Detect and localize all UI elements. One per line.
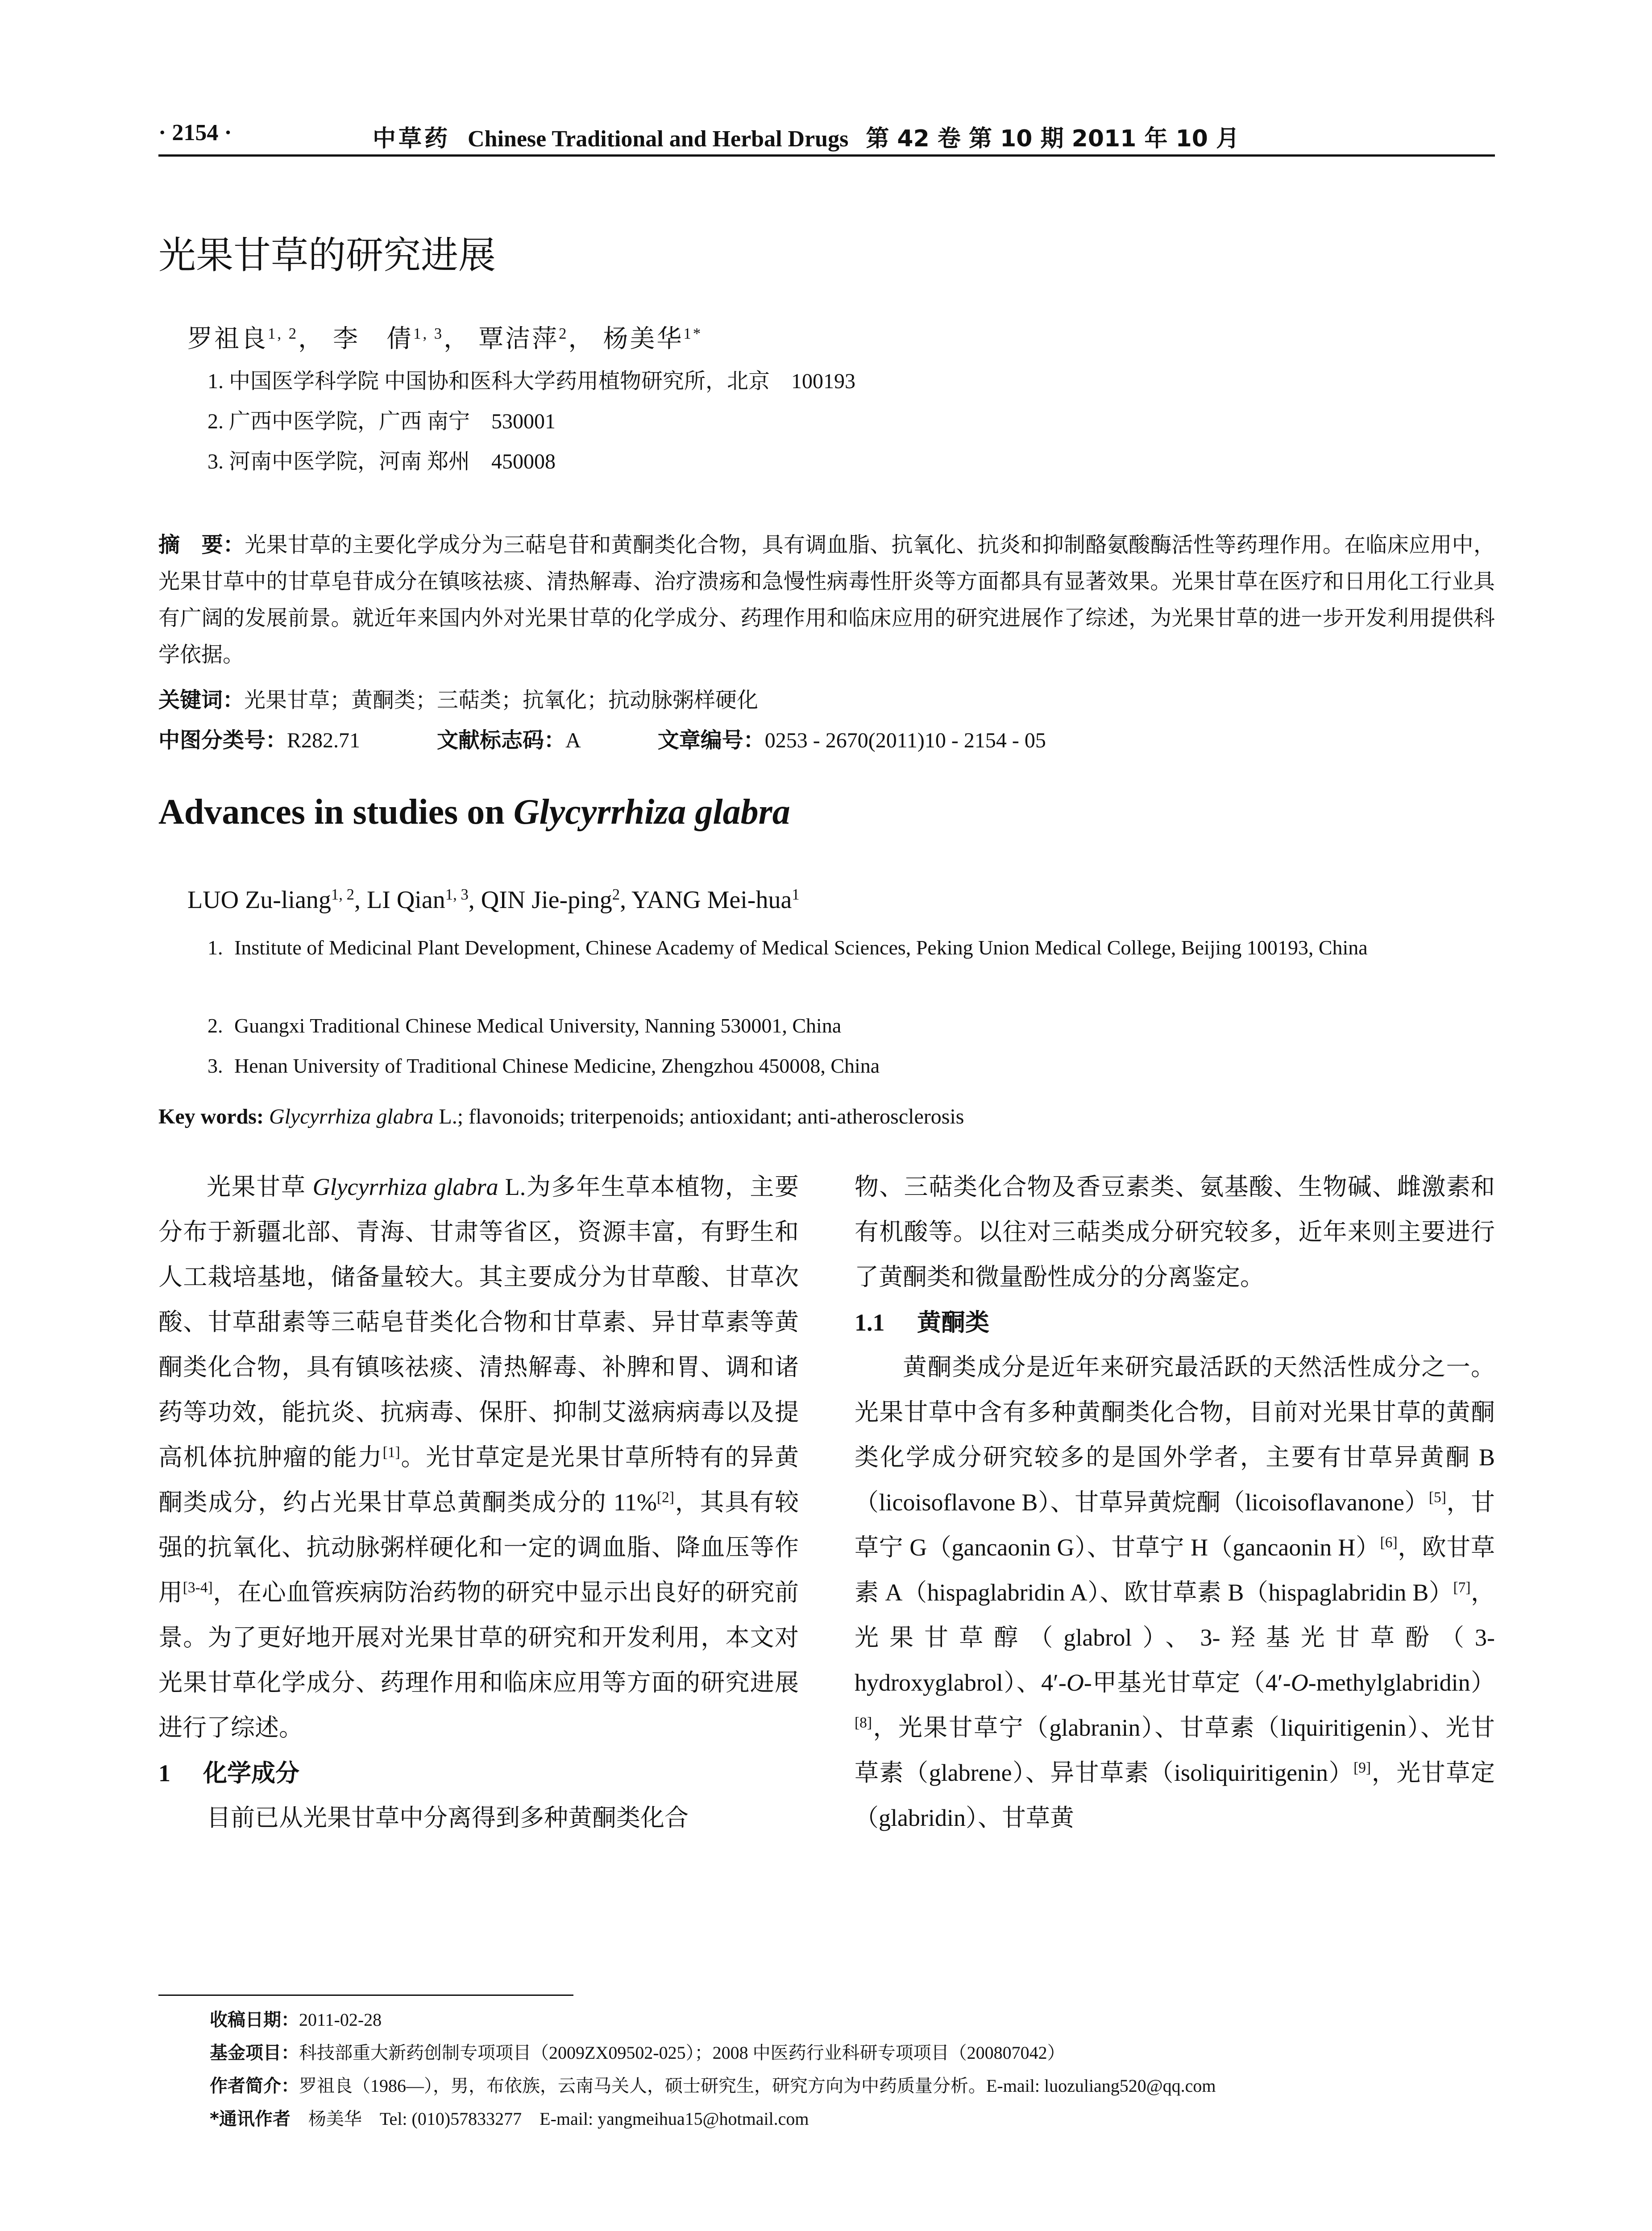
author-name: 覃洁萍: [478, 325, 559, 353]
affiliation-cn-2: 2. 广西中医学院，广西 南宁 530001: [208, 410, 556, 433]
affiliation-text: Institute of Medicinal Plant Development, Chinese Academy of Medical Sciences, Peking Union Medical College, Beijing 100193, China: [234, 936, 1368, 959]
author-name: 李 倩: [333, 325, 414, 353]
footnote-label: 基金项目：: [210, 2043, 299, 2063]
citation: [2]: [656, 1489, 674, 1506]
journal-issue: 第 42 卷 第 10 期 2011 年 10 月: [866, 125, 1240, 152]
body-column-right: [855, 1165, 1495, 1841]
journal-name-en: Chinese Traditional and Herbal Drugs: [468, 126, 849, 152]
text-run: ，光果甘草醇（glabrol）、3-羟基光甘草酚（3-hydroxyglabrol）、4′-: [855, 1579, 1495, 1696]
keywords-en-text: L.; flavonoids; triterpenoids; antioxidant; anti-atherosclerosis: [433, 1105, 964, 1128]
author-affiliation-marker: 2: [559, 324, 569, 342]
affiliation-cn-1: 1. 中国医学科学院 中国协和医科大学药用植物研究所，北京 100193: [208, 369, 856, 393]
text-run: 光果甘草: [207, 1174, 313, 1200]
author-name: 杨美华: [603, 325, 684, 353]
article-id-value: 0253 - 2670(2011)10 - 2154 - 05: [764, 729, 1046, 752]
affiliation-cn-3: 3. 河南中医学院，河南 郑州 450008: [208, 450, 556, 473]
citation: [6]: [1380, 1534, 1398, 1551]
text-run: -methylglabridin）: [1308, 1669, 1495, 1696]
text-run: ，欧甘草素 A（hispaglabridin A）、欧甘草素 B（hispaglabridin B）: [855, 1534, 1495, 1606]
text-run: ，在心血管疾病防治药物的研究中显示出良好的研究前景。为了更好地开展对光果甘草的研究和开发利用，本文对光果甘草化学成分、药理作用和临床应用等方面的研究进展进行了综述。: [158, 1579, 799, 1741]
footnote-label: *通讯作者: [210, 2109, 291, 2129]
citation: [9]: [1353, 1759, 1371, 1776]
text-run: 。光甘草定是光果甘草所特有的异黄酮类成分，约占光果甘草总黄酮类成分的 11%: [158, 1444, 799, 1516]
author-name: LUO Zu-liang: [187, 886, 331, 914]
author-affiliation-marker: 1*: [683, 324, 703, 342]
footnote-text: 罗祖良（1986—），男，布依族，云南马关人，硕士研究生，研究方向为中药质量分析。E-mail: luozuliang520@qq.com: [299, 2076, 1216, 2096]
abstract-label: 摘 要：: [158, 532, 245, 557]
footnote-corresponding: [210, 2102, 1495, 2136]
affiliation-text: Guangxi Traditional Chinese Medical University, Nanning 530001, China: [234, 1014, 842, 1037]
title-species: Glycyrrhiza glabra: [513, 792, 790, 832]
section-number: 1.1: [855, 1309, 885, 1336]
running-header: [158, 120, 1495, 155]
author-list-cn: 罗祖良$^{1, 2}$， 李 倩$^{1, 3}$， 覃洁萍$^2$， 杨美华$^{1*}$: [187, 324, 703, 353]
footnote-text: 杨美华 Tel: (010)57833277 E-mail: yangmeihua15@hotmail.com: [308, 2109, 809, 2129]
article-id-label: 文章编号：: [657, 728, 765, 753]
text-run: ，其具有较强的抗氧化、抗动脉粥样硬化和一定的调血脂、降血压等作用: [158, 1489, 799, 1606]
text-run: ，光果甘草宁（glabranin）、甘草素（liquiritigenin）、光甘草素（glabrene）、异甘草素（isoliquiritigenin）: [855, 1714, 1495, 1786]
page-number: · 2154 ·: [158, 120, 232, 145]
footnote-rule: [158, 1995, 573, 1996]
author-name: QIN Jie-ping: [481, 886, 612, 914]
footnote-text: 2011-02-28: [299, 2010, 382, 2030]
affiliation-en-2: [208, 1006, 1495, 1045]
affiliation-en-1: [208, 928, 1495, 967]
author-affiliation-marker: 1, 2: [331, 885, 354, 903]
keywords-en: [158, 1104, 964, 1129]
doc-code-value: A: [565, 729, 581, 752]
author-name: YANG Mei-hua: [631, 886, 792, 914]
footnotes: [210, 2003, 1495, 2136]
footnote-author: [210, 2069, 1495, 2102]
article-title-en: [158, 792, 790, 833]
keywords-cn: [158, 683, 758, 713]
section-number: 1: [158, 1760, 170, 1787]
citation: [8]: [855, 1714, 872, 1731]
body-column-left: [158, 1165, 799, 1841]
article-title-cn: 光果甘草的研究进展: [158, 233, 496, 277]
header-rule: [158, 154, 1495, 157]
text-run: ，甘草宁 G（gancaonin G）、甘草宁 H（gancaonin H）: [855, 1489, 1495, 1561]
author-list-en: LUO Zu-liang$^{1, 2}$, LI Qian$^{1, 3}$, QIN Jie-ping$^2$, YANG Mei-hua$^1$: [187, 885, 800, 914]
keywords-text: 光果甘草；黄酮类；三萜类；抗氧化；抗动脉粥样硬化: [244, 688, 759, 712]
affiliation-number: 1.: [208, 936, 223, 959]
author-affiliation-marker: 1, 3: [445, 885, 469, 903]
italic-letter: O: [1066, 1669, 1084, 1696]
section-title: 黄酮类: [917, 1308, 989, 1336]
keywords-en-label: Key words:: [158, 1105, 264, 1128]
keywords-label: 关键词：: [158, 688, 245, 713]
section-heading-1-1: [855, 1300, 1495, 1345]
flavonoids-paragraph: [855, 1345, 1495, 1841]
section-heading-1: [158, 1750, 799, 1796]
author-affiliation-marker: 2: [612, 885, 620, 903]
author-affiliation-marker: 1: [792, 885, 800, 903]
footnote-received: [210, 2003, 1495, 2036]
author-name: LI Qian: [367, 886, 445, 914]
footnote-label: 作者简介：: [210, 2076, 299, 2096]
affiliation-en-3: [208, 1046, 1495, 1086]
footnote-text: 科技部重大新药创制专项项目（2009ZX09502-025）；2008 中医药行业科研专项项目（200807042）: [299, 2043, 1065, 2063]
section-1-paragraph-continued: 物、三萜类化合物及香豆素类、氨基酸、生物碱、雌激素和有机酸等。以往对三萜类成分研究较多，近年来则主要进行了黄酮类和微量酚性成分的分离鉴定。: [855, 1174, 1495, 1290]
author-affiliation-marker: 1, 3: [413, 324, 444, 342]
intro-paragraph: [158, 1165, 799, 1750]
abstract-cn: [158, 527, 1495, 673]
section-1-paragraph: 目前已从光果甘草中分离得到多种黄酮类化合: [207, 1804, 689, 1831]
citation: [7]: [1453, 1579, 1471, 1596]
abstract-text: 光果甘草的主要化学成分为三萜皂苷和黄酮类化合物，具有调血脂、抗氧化、抗炎和抑制酪氨酸酶活性等药理作用。在临床应用中，光果甘草中的甘草皂苷成分在镇咳祛痰、清热解毒、治疗溃疡和急慢性病毒性肝炎等方面都具有显著效果。光果甘草在医疗和日用化工行业具有广阔的发展前景。就近年来国内外对光果甘草的化学成分、药理作用和临床应用的研究进展作了综述，为光果甘草的进一步开发利用提供科学依据。: [158, 533, 1495, 667]
footnote-label: 收稿日期：: [210, 2010, 299, 2030]
title-prefix: Advances in studies on: [158, 792, 514, 832]
journal-info: [373, 120, 1239, 153]
footnote-fund: [210, 2036, 1495, 2069]
doc-code-label: 文献标志码：: [437, 728, 566, 753]
keywords-en-species: Glycyrrhiza glabra: [269, 1105, 434, 1128]
clc-label: 中图分类号：: [158, 728, 287, 753]
affiliation-text: Henan University of Traditional Chinese Medicine, Zhengzhou 450008, China: [234, 1054, 880, 1077]
text-run: 黄酮类成分是近年来研究最活跃的天然活性成分之一。光果甘草中含有多种黄酮类化合物，目前对光果甘草的黄酮类化学成分研究较多的是国外学者，主要有甘草异黄酮 B（licoisoflavone B）、甘草异黄烷酮（licoisoflavanone）: [855, 1354, 1495, 1516]
citation: [3-4]: [183, 1579, 213, 1596]
author-affiliation-marker: 1, 2: [268, 324, 299, 342]
citation: [5]: [1428, 1489, 1446, 1506]
author-name: 罗祖良: [187, 325, 268, 353]
affiliation-number: 2.: [208, 1014, 223, 1037]
italic-letter: O: [1291, 1669, 1308, 1696]
affiliation-number: 3.: [208, 1054, 223, 1077]
text-run: L.为多年生草本植物，主要分布于新疆北部、青海、甘肃等省区，资源丰富，有野生和人工栽培基地，储备量较大。其主要成分为甘草酸、甘草次酸、甘草甜素等三萜皂苷类化合物和甘草素、异甘草素等黄酮类化合物，具有镇咳祛痰、清热解毒、补脾和胃、调和诸药等功效，能抗炎、抗病毒、保肝、抑制艾滋病病毒以及提高机体抗肿瘤的能力: [158, 1174, 799, 1471]
species-name: Glycyrrhiza glabra: [312, 1174, 498, 1200]
classification-line: [158, 723, 1046, 754]
clc-value: R282.71: [287, 729, 361, 752]
journal-name-cn: 中草药: [373, 125, 451, 152]
text-run: -甲基光甘草定（4′-: [1083, 1669, 1291, 1696]
section-title: 化学成分: [203, 1759, 299, 1787]
text-run: ，光甘草定（glabridin）、甘草黄: [855, 1759, 1495, 1831]
citation: [1]: [382, 1444, 400, 1461]
